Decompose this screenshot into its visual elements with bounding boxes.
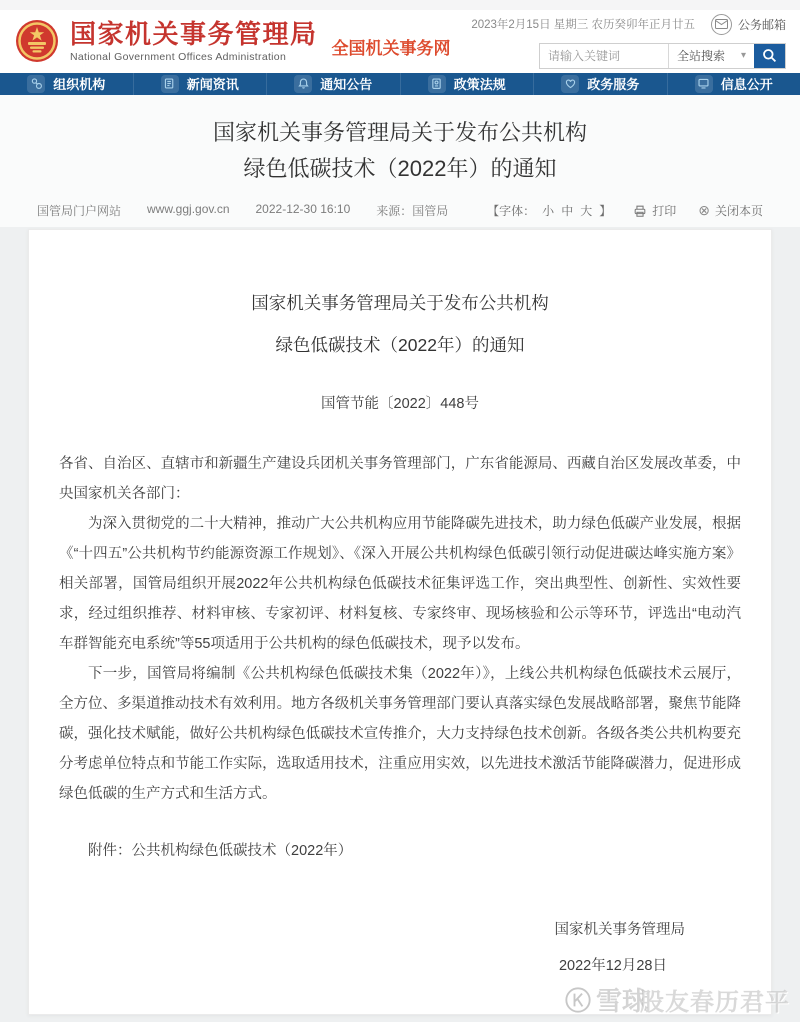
service-heart-icon: [561, 75, 579, 93]
search-icon: [762, 48, 777, 63]
disclosure-monitor-icon: [695, 75, 713, 93]
title-band: [0, 95, 800, 227]
policy-document-icon: [428, 75, 446, 93]
mailbox-link[interactable]: [711, 14, 786, 35]
salutation-paragraph: 各省、自治区、直辖市和新疆生产建设兵团机关事务管理部门，广东省能源局、西藏自治区发展改革委，中央国家机关各部门：: [59, 455, 741, 502]
nav-item-disclosure[interactable]: [667, 73, 800, 95]
nav-item-organization[interactable]: [0, 73, 133, 95]
mail-icon: [711, 14, 732, 35]
meta-bar: [37, 199, 763, 223]
font-prefix: 【字体：: [487, 204, 536, 219]
document-number: 国管节能〔2022〕448号: [321, 395, 479, 412]
document-body: [59, 449, 741, 809]
search-scope-select[interactable]: [668, 44, 754, 68]
national-emblem-icon: [14, 18, 60, 64]
bell-icon: [294, 75, 312, 93]
nav-label: 组织机构: [53, 77, 106, 93]
print-button[interactable]: [633, 202, 676, 219]
date-line: 2023年2月15日 星期三 农历癸卯年正月廿五: [471, 19, 695, 32]
nav-label: 信息公开: [720, 77, 773, 93]
signer-name: 国家机关事务管理局: [554, 921, 685, 938]
meta-site: 国管局门户网站: [37, 204, 122, 219]
site-logo-block[interactable]: [14, 18, 318, 64]
search-button[interactable]: [754, 44, 785, 68]
watermark-username: 股友春历君平: [640, 989, 790, 1016]
sign-date: 2022年12月28日: [558, 957, 667, 974]
nav-label: 新闻资讯: [186, 77, 239, 93]
site-title: 国家机关事务管理局: [70, 19, 318, 50]
document-card: [28, 229, 772, 1015]
signature-block: [59, 912, 741, 984]
chevron-down-icon: ▾: [740, 50, 746, 62]
meta-source: 来源：国管局: [376, 204, 449, 219]
site-header: [0, 10, 800, 73]
document-title: [59, 282, 741, 366]
site-title-en: National Government Offices Administration: [70, 51, 287, 64]
xueqiu-logo-icon: [564, 986, 592, 1014]
nav-item-services[interactable]: [533, 73, 667, 95]
search-input[interactable]: [540, 44, 668, 68]
font-large-button[interactable]: 大: [580, 204, 593, 219]
portal-name[interactable]: 全国机关事务网: [331, 38, 451, 58]
top-strip: [0, 0, 800, 10]
organization-icon: [27, 75, 45, 93]
attachment-link[interactable]: 附件：公共机构绿色低碳技术（2022年）: [88, 842, 353, 859]
news-icon: [161, 75, 179, 93]
page-title-line1: 国家机关事务管理局关于发布公共机构: [212, 119, 587, 145]
print-label: 打印: [652, 204, 677, 219]
main-nav: [0, 73, 800, 95]
font-medium-button[interactable]: 中: [561, 204, 574, 219]
site-titles: [70, 19, 318, 63]
font-small-button[interactable]: 小: [542, 204, 555, 219]
header-right: [471, 14, 786, 69]
close-icon: ⊗: [698, 202, 710, 219]
close-page-button[interactable]: [698, 202, 763, 219]
document-title-line2: 绿色低碳技术（2022年）的通知: [275, 334, 525, 355]
mailbox-label: 公务邮箱: [737, 17, 786, 32]
nav-label: 通知公告: [320, 77, 373, 93]
nav-label: 政策法规: [453, 77, 506, 93]
nav-item-notices[interactable]: [266, 73, 400, 95]
search-scope-label: 全站搜索: [677, 49, 726, 64]
meta-url: www.ggj.gov.cn: [147, 202, 230, 217]
meta-datetime: 2022-12-30 16:10: [255, 202, 351, 217]
document-title-line1: 国家机关事务管理局关于发布公共机构: [251, 292, 549, 313]
page-title-line2: 绿色低碳技术（2022年）的通知: [243, 155, 557, 181]
close-label: 关闭本页: [714, 204, 763, 219]
watermark-brand: 雪球: [595, 986, 648, 1016]
font-suffix: 】: [599, 204, 612, 219]
search-bar: [539, 43, 786, 69]
body-paragraph-1: 为深入贯彻党的二十大精神，推动广大公共机构应用节能降碳先进技术，助力绿色低碳产业发展，根据《“十四五”公共机构节约能源资源工作规划》、《深入开展公共机构绿色低碳引领行动促进碳达峰实施方案》相关部署，国管局组织开展2022年公共机构绿色低碳技术征集评选工作，突出典型性、创新性、实效性要求，经过组织推荐、材料审核、专家初评、材料复核、专家终审、现场核验和公示等环节，评选出“电动汽车群智能充电系统”等55项适用于公共机构的绿色低碳技术，现予以发布。: [59, 515, 741, 652]
font-size-control: [487, 202, 611, 219]
xueqiu-watermark: [564, 981, 790, 1018]
nav-label: 政务服务: [587, 77, 640, 93]
nav-item-policies[interactable]: [400, 73, 534, 95]
body-paragraph-2: 下一步，国管局将编制《公共机构绿色低碳技术集（2022年）》，上线公共机构绿色低碳技术云展厅，全方位、多渠道推动技术有效利用。地方各级机关事务管理部门要认真落实绿色发展战略部署，聚焦节能降碳，强化技术赋能，做好公共机构绿色低碳技术宣传推介，大力支持绿色技术创新。各级各类公共机构要充分考虑单位特点和节能工作实际，选取适用技术，注重应用实效，以先进技术激活节能降碳潜力，促进形成绿色低碳的生产方式和生活方式。: [59, 665, 741, 802]
nav-item-news[interactable]: [133, 73, 267, 95]
page-title: [0, 115, 800, 187]
printer-icon: [633, 204, 647, 218]
